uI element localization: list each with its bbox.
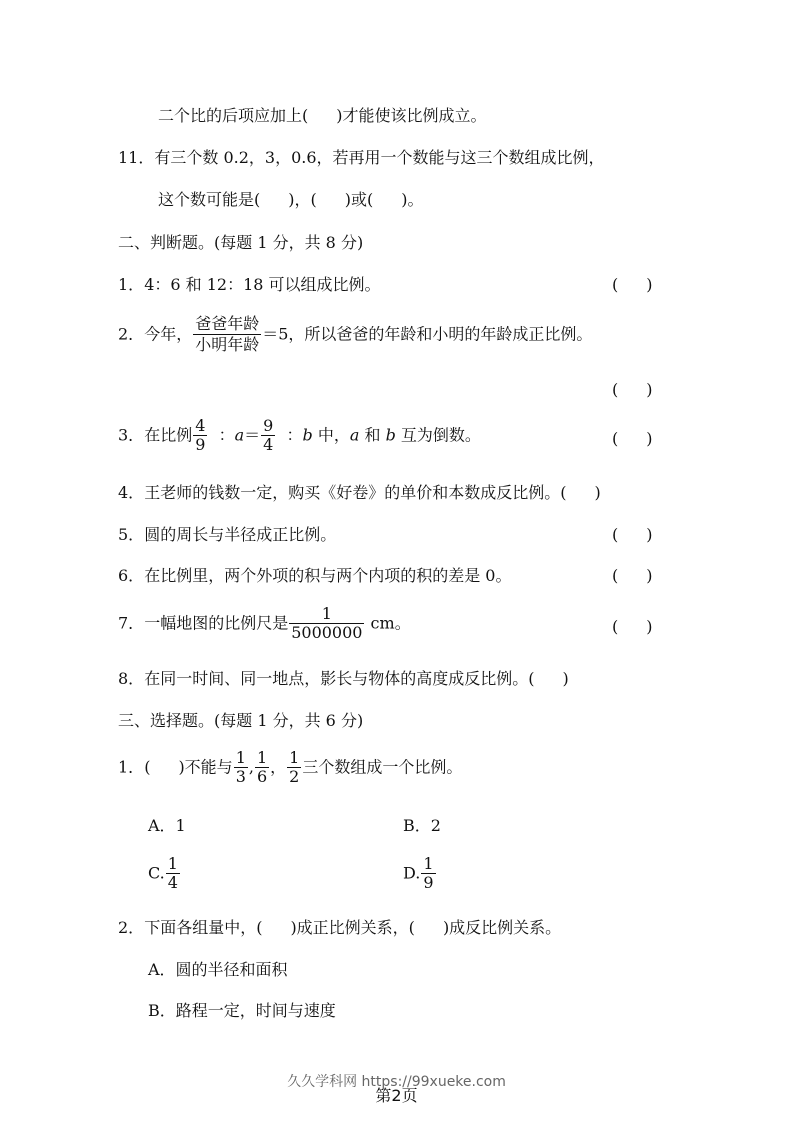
- judge-q4: [118, 483, 601, 503]
- colon: ：: [286, 425, 303, 445]
- comma: ,: [248, 757, 254, 777]
- frac-numerator: 9: [263, 416, 274, 435]
- judge-q1: [118, 275, 381, 295]
- judge-q1-number: 1．: [118, 275, 145, 294]
- q11-blank-text-1: 这个数可能是(: [158, 190, 261, 209]
- judge-q3-text-1: 中，: [312, 425, 350, 445]
- paren-open: (: [612, 429, 619, 448]
- paren-close: ): [646, 617, 653, 636]
- q11-line-1: [118, 148, 605, 168]
- judge-q6-answer-blank[interactable]: [612, 566, 653, 586]
- choice-q1-option-b[interactable]: B．2: [403, 816, 441, 835]
- paren-open: (: [612, 275, 619, 294]
- judge-q3-fraction-2: [261, 417, 275, 455]
- judge-q2-answer-blank[interactable]: [612, 380, 653, 400]
- frac-denominator: 5000000: [291, 623, 363, 643]
- choice-q1-text: )不能与: [178, 757, 233, 777]
- judge-q7-answer-blank[interactable]: [612, 617, 653, 637]
- judge-q6: [118, 566, 511, 586]
- paren-close: ): [646, 525, 653, 544]
- judge-q2-post: ＝5，所以爸爸的年龄和小明的年龄成正比例。: [262, 324, 593, 344]
- choice-q1-fraction-1: [234, 749, 248, 787]
- paren-close: ): [646, 275, 653, 294]
- section3-title: 三、选择题。(每题 1 分，共 6 分): [118, 711, 364, 730]
- judge-q5-number: 5．: [118, 525, 145, 544]
- paren-open: (: [144, 757, 151, 777]
- choice-q2-post: )成反比例关系。: [442, 918, 562, 937]
- choice-q1-fraction-2: [255, 749, 269, 787]
- choice-q2-pre: 下面各组量中，(: [144, 918, 263, 937]
- judge-q8-number: 8．: [118, 669, 145, 688]
- q10-tail-line: [158, 106, 487, 126]
- frac-numerator: 1: [321, 604, 332, 623]
- judge-q2-pre: 今年，: [144, 324, 193, 344]
- frac-numerator: 1: [235, 748, 246, 767]
- section2-title: 二、判断题。(每题 1 分，共 8 分): [118, 233, 364, 252]
- choice-q1-post: 三个数组成一个比例。: [302, 757, 463, 777]
- frac-numerator: 1: [423, 854, 434, 873]
- watermark-text: 久久学科网 https://99xueke.com: [287, 1074, 506, 1090]
- option-c-fraction: [166, 855, 180, 893]
- judge-q4-number: 4．: [118, 483, 145, 502]
- judge-q1-text: 4：6 和 12：18 可以组成比例。: [144, 275, 381, 294]
- choice-q1-number: 1．: [118, 757, 145, 777]
- var-a: a: [234, 425, 245, 445]
- equals: ＝: [244, 425, 261, 445]
- paren-close: ): [646, 429, 653, 448]
- option-d-fraction: [421, 855, 435, 893]
- frac-denominator: 4: [263, 435, 274, 455]
- paren-close: ): [594, 483, 601, 502]
- frac-denominator: 3: [235, 767, 246, 787]
- judge-q7-pre: 一幅地图的比例尺是: [144, 613, 289, 633]
- frac-numerator: 1: [167, 854, 178, 873]
- judge-q6-number: 6．: [118, 566, 145, 585]
- colon: ：: [218, 425, 235, 445]
- q11-blank-text-4: )。: [401, 190, 424, 209]
- paren-close: ): [646, 380, 653, 399]
- judge-q7: [118, 605, 411, 643]
- judge-q3: [118, 417, 481, 455]
- q11-number: 11．: [118, 148, 155, 167]
- q11-text: 有三个数 0.2，3，0.6，若再用一个数能与这三个数组成比例，: [154, 148, 605, 167]
- q10-tail-text-end: )才能使该比例成立。: [336, 106, 487, 125]
- frac-denominator: 9: [423, 873, 434, 893]
- frac-numerator: 4: [195, 416, 206, 435]
- comma: ，: [270, 757, 287, 777]
- judge-q5-text: 圆的周长与半径成正比例。: [144, 525, 337, 544]
- judge-q8-text: 在同一时间、同一地点，影长与物体的高度成反比例。(: [144, 669, 535, 688]
- var-b: b: [302, 425, 313, 445]
- judge-q3-text-2: 和: [359, 425, 386, 445]
- frac-numerator: 爸爸年龄: [195, 314, 260, 333]
- judge-q2: [118, 314, 592, 356]
- paren-open: (: [612, 525, 619, 544]
- paren-close: ): [646, 566, 653, 585]
- judge-q7-number: 7．: [118, 613, 145, 633]
- judge-q2-number: 2．: [118, 324, 145, 344]
- judge-q3-number: 3．: [118, 425, 145, 445]
- q11-line-2: [158, 190, 424, 210]
- choice-q1: [118, 749, 462, 787]
- judge-q3-pre: 在比例: [144, 425, 193, 445]
- judge-q7-fraction: [289, 605, 364, 643]
- option-label: D.: [403, 863, 421, 883]
- judge-q3-fraction-1: [193, 417, 207, 455]
- frac-denominator: 小明年龄: [195, 335, 260, 355]
- judge-q2-fraction: [193, 314, 261, 356]
- choice-q2-option-b[interactable]: B．路程一定，时间与速度: [148, 1001, 336, 1020]
- choice-q1-option-d[interactable]: [403, 855, 437, 893]
- q11-blank-text-2: )，(: [288, 190, 317, 209]
- paren-open: (: [612, 566, 619, 585]
- choice-q1-option-a[interactable]: A．1: [148, 816, 186, 835]
- choice-q1-option-c[interactable]: [148, 855, 181, 893]
- judge-q3-answer-blank[interactable]: [612, 429, 653, 449]
- var-b: b: [385, 425, 396, 445]
- judge-q7-post: cm。: [365, 613, 411, 633]
- paren-close: ): [562, 669, 569, 688]
- judge-q3-text-3: 互为倒数。: [395, 425, 481, 445]
- judge-q5-answer-blank[interactable]: [612, 525, 653, 545]
- page-number: 第2页: [375, 1086, 418, 1105]
- judge-q4-text: 王老师的钱数一定，购买《好卷》的单价和本数成反比例。(: [144, 483, 567, 502]
- option-label: C.: [148, 863, 165, 883]
- choice-q2-number: 2．: [118, 918, 145, 937]
- frac-denominator: 6: [256, 767, 268, 787]
- frac-numerator: 1: [256, 748, 268, 767]
- frac-denominator: 2: [289, 767, 300, 787]
- judge-q6-text: 在比例里，两个外项的积与两个内项的积的差是 0。: [144, 566, 512, 585]
- choice-q2-option-a[interactable]: A．圆的半径和面积: [148, 960, 288, 979]
- paren-open: (: [612, 380, 619, 399]
- frac-numerator: 1: [289, 748, 300, 767]
- choice-q2: [118, 918, 561, 938]
- judge-q1-answer-blank[interactable]: [612, 275, 653, 295]
- frac-denominator: 4: [167, 873, 178, 893]
- paren-open: (: [612, 617, 619, 636]
- judge-q8: [118, 669, 569, 689]
- q11-blank-text-3: )或(: [344, 190, 374, 209]
- frac-denominator: 9: [195, 435, 206, 455]
- q10-tail-text: 二个比的后项应加上(: [158, 106, 309, 125]
- var-a: a: [349, 425, 360, 445]
- choice-q2-mid: )成正比例关系，(: [290, 918, 415, 937]
- judge-q5: [118, 525, 336, 545]
- choice-q1-fraction-3: [287, 749, 301, 787]
